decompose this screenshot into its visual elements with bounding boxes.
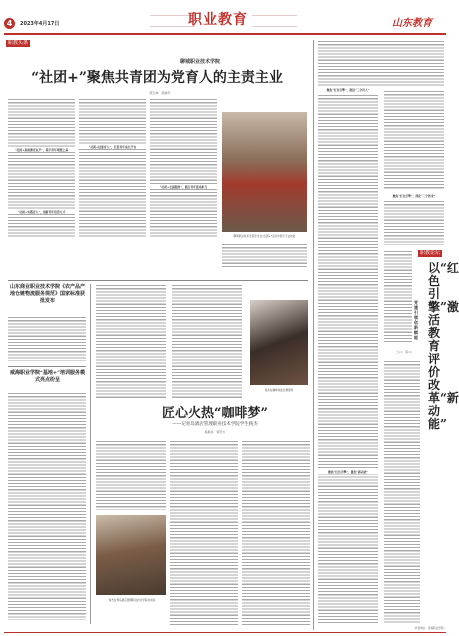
feature-text-col-1 [96, 284, 166, 399]
opinion-text-col-1 [318, 94, 378, 624]
opinion-author: 王×× 陈×× [396, 351, 413, 354]
lead-subhead-1: “社团+思政教育双平”，筑牢青年理想之基 [8, 148, 75, 152]
feature-text-col-5 [242, 440, 310, 625]
brief-divider [8, 366, 86, 367]
feature-photo-1-caption: 杨杰在咖啡技能比赛现场 [264, 389, 294, 392]
opinion-text-col-4 [384, 250, 412, 342]
lead-photo-caption: 聊城职业技术学院学生在“社团+”活动中展示专业技能 [233, 235, 296, 238]
lead-text-col-3 [150, 98, 217, 238]
opinion-text-col-2 [384, 90, 444, 190]
opinion-sub-c: 聚焦“红色引擎”，激发“新动能” [318, 470, 378, 474]
feature-photo-1 [250, 300, 308, 385]
page-header [0, 0, 450, 44]
feature-headline: 匠心火热“咖啡梦” [162, 406, 268, 421]
masthead-logo: 山东教育 [392, 18, 432, 29]
lead-text-col-1 [8, 98, 75, 238]
feature-photo-2-caption: 杨杰在青岛酒店管理职业技术学院实训室 [108, 599, 156, 602]
feature-photo-2 [96, 515, 166, 595]
lead-subhead-3: “社团+技能育人”，打造青年成长平台 [79, 145, 146, 149]
brief-2-text [8, 392, 86, 620]
opinion-intro-text [318, 40, 444, 86]
opinion-sub-b: 聚焦“红色引擎”，深化“三个转变” [392, 194, 436, 198]
opinion-sub-a: 聚焦“红色引擎”，推进“三全育人” [326, 88, 370, 92]
opinion-subtitle: 党建引领 创新赋能 [414, 300, 422, 340]
lead-headline: “社团+”聚焦共青团为党育人的主责主业 [31, 70, 283, 86]
bottom-rule [4, 632, 446, 633]
lead-divider [8, 280, 308, 281]
feature-byline: 杨振华 郭代力 [204, 430, 226, 434]
brief-1-text [8, 316, 86, 361]
issue-date: 2023年4月17日 [20, 21, 60, 27]
lead-text-col-2 [79, 98, 146, 238]
opinion-footer-note: （作者单位：济南职业学院） [412, 627, 446, 630]
page-number: 4 [6, 19, 13, 28]
feature-divider [90, 284, 91, 624]
lead-byline: 郭玉林 陈晓平 [149, 91, 171, 95]
feature-text-col-2 [172, 284, 242, 399]
brief-1-title: 山东商业职业技术学院《农产品产地仓链物流服务规范》国家标准获批发布 [10, 284, 86, 304]
lead-school: 聊城职业技术学院 [179, 59, 220, 65]
opinion-text-col-5 [384, 360, 420, 624]
lead-text-col-4 [222, 243, 307, 268]
opinion-text-col-3 [384, 200, 444, 245]
lead-photo [222, 112, 307, 232]
section-title: 职业教育 [188, 12, 248, 28]
lead-subhead-4: “社团+志愿服务”，践行青年使命担当 [150, 185, 217, 189]
brief-2-title: 威海职业学院“基地+”培训服务模式亮点纷呈 [10, 370, 85, 383]
opinion-divider [313, 40, 314, 630]
header-ornament-right [252, 15, 297, 27]
feature-text-col-3 [96, 440, 166, 510]
feature-subtitle: ——记青岛酒店管理职业技术学院学生杨杰 [172, 422, 258, 427]
opinion-headline: 以“红色引擎”激活教育评价改革“新动能” [428, 261, 459, 431]
feature-text-col-4 [170, 440, 238, 625]
section-tag-opinion: 职教论坛 [420, 250, 441, 256]
section-tag-lead: 职教头条 [8, 40, 29, 46]
header-rule [4, 33, 446, 35]
lead-subhead-2: “社团+实践育人”，创新青年培养方式 [8, 210, 75, 214]
